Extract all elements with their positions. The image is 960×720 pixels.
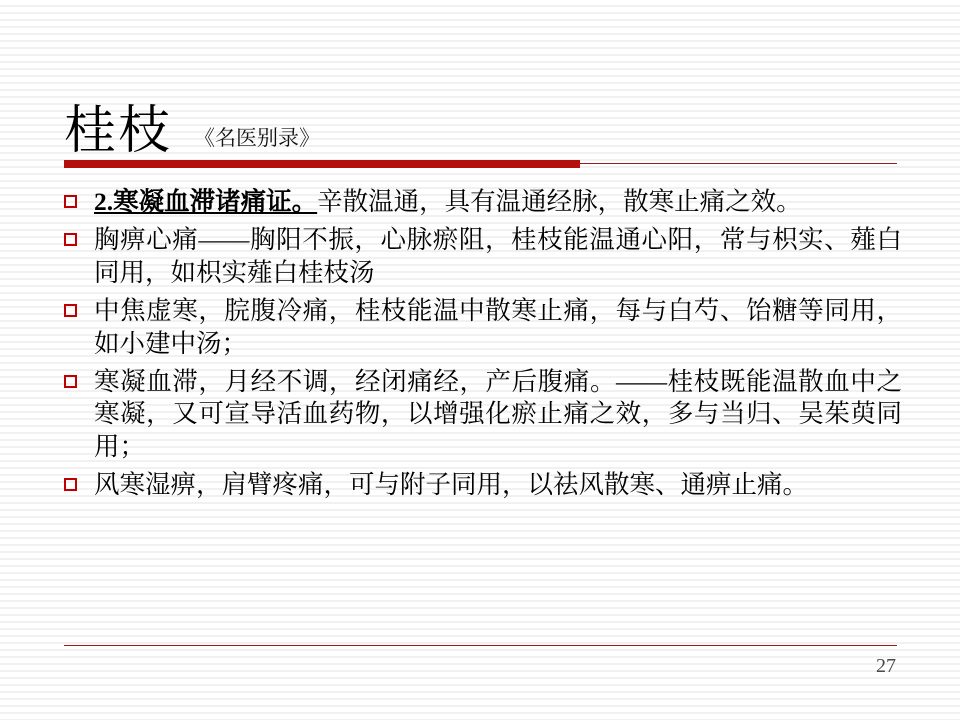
list-item-text: 风寒湿痹，肩臂疼痛，可与附子同用，以祛风散寒、通痹止痛。 <box>94 470 809 499</box>
title-divider-thick-bar <box>64 160 580 168</box>
square-bullet-icon <box>64 375 77 388</box>
list-item <box>64 366 902 463</box>
list-item <box>64 186 902 218</box>
list-item <box>64 224 902 289</box>
slide-title-block <box>64 86 894 158</box>
square-bullet-icon <box>64 478 77 491</box>
bullet-list <box>64 186 902 507</box>
square-bullet-icon <box>64 233 77 246</box>
list-item-text: 胸痹心痛——胸阳不振，心脉瘀阻，桂枝能温通心阳，常与枳实、薤白同用，如枳实薤白桂枝汤 <box>94 225 902 287</box>
title-divider <box>64 160 897 168</box>
square-bullet-icon <box>64 304 77 317</box>
list-item-body: 辛散温通，具有温通经脉，散寒止痛之效。 <box>317 187 802 216</box>
list-item <box>64 469 902 501</box>
square-bullet-icon <box>64 195 77 208</box>
footer-divider <box>64 645 897 646</box>
list-item-lead: 2.寒凝血滞诸痛证。 <box>94 187 318 216</box>
page-number: 27 <box>876 655 896 677</box>
list-item <box>64 295 902 360</box>
list-item-text: 中焦虚寒，脘腹冷痛，桂枝能温中散寒止痛，每与白芍、饴糖等同用，如小建中汤； <box>94 296 902 358</box>
list-item-text <box>94 186 902 218</box>
page-subtitle: 《名医别录》 <box>194 126 321 150</box>
page-title: 桂枝 <box>64 103 173 160</box>
list-item-text: 寒凝血滞，月经不调，经闭痛经，产后腹痛。——桂枝既能温散血中之寒凝，又可宣导活血药物，以增强化瘀止痛之效，多与当归、吴茱萸同用； <box>94 366 902 461</box>
